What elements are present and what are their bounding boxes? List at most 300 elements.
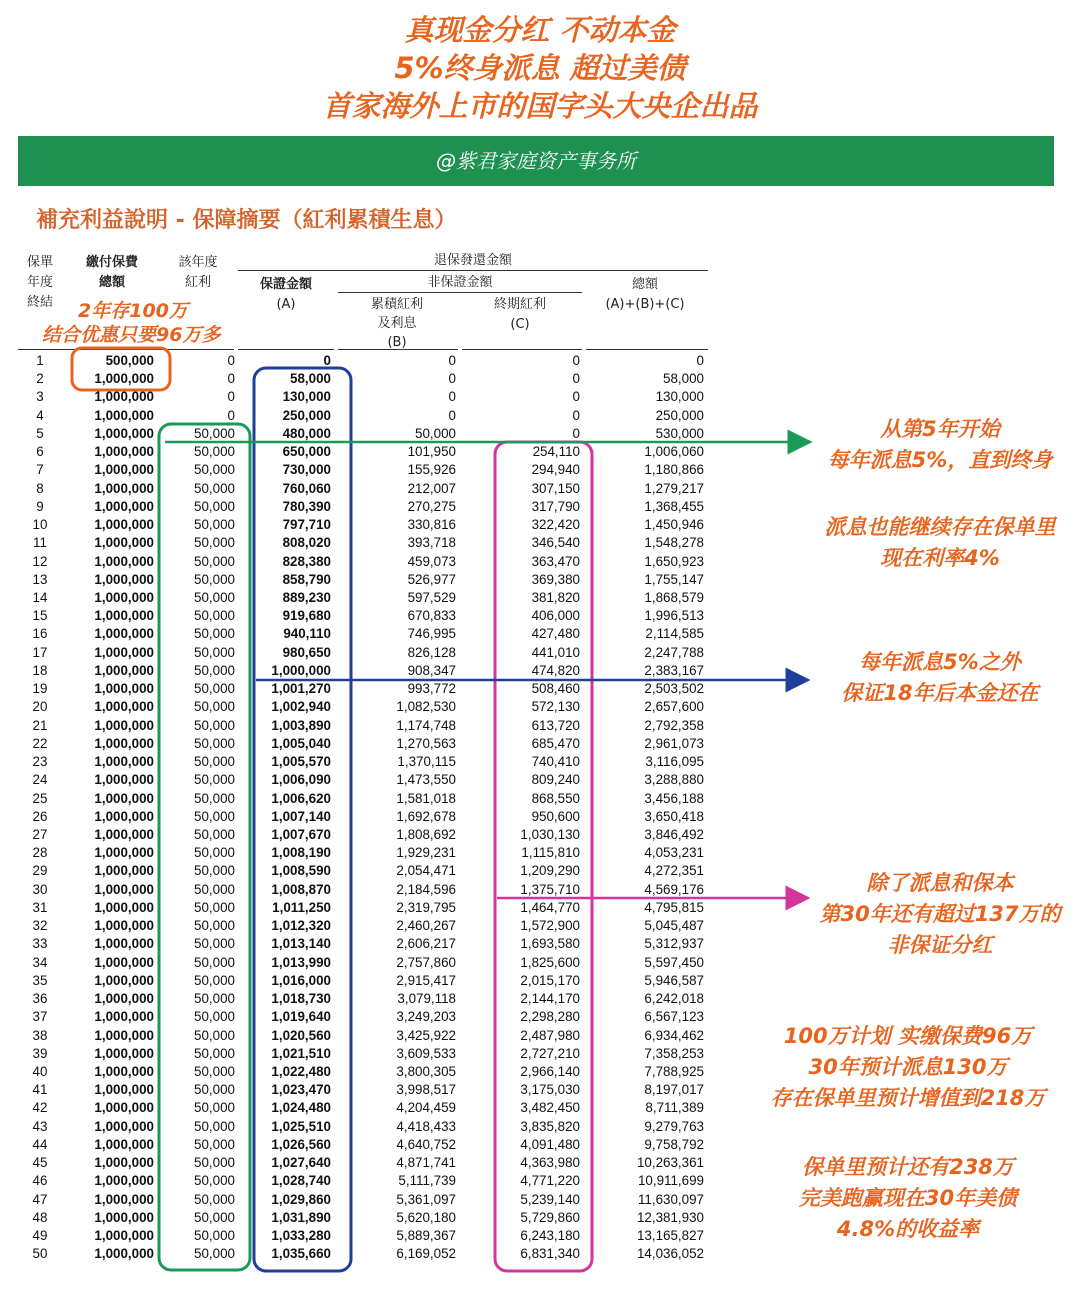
cell-accumulated-dividend: 5,620,180 <box>396 1209 456 1225</box>
cell-annual-dividend: 50,000 <box>194 1173 235 1189</box>
cell-accumulated-dividend: 5,111,739 <box>398 1173 456 1189</box>
cell-total: 1,868,579 <box>644 589 704 605</box>
cell-guaranteed: 1,008,190 <box>271 845 331 861</box>
cell-guaranteed: 0 <box>323 353 331 368</box>
cell-total: 4,795,815 <box>644 899 704 915</box>
cell-annual-dividend: 50,000 <box>194 1045 235 1061</box>
cell-year: 43 <box>32 1118 48 1134</box>
cell-total: 3,456,188 <box>644 790 704 806</box>
cell-year: 38 <box>32 1027 48 1043</box>
cell-annual-dividend: 50,000 <box>194 498 235 514</box>
cell-year: 41 <box>32 1082 48 1098</box>
annotation-line: 除了派息和保本 <box>866 871 1014 895</box>
cell-annual-dividend: 50,000 <box>194 444 235 460</box>
cell-terminal-bonus: 1,693,580 <box>520 936 580 952</box>
cell-annual-dividend: 50,000 <box>194 535 235 551</box>
cell-annual-dividend: 50,000 <box>194 1228 235 1244</box>
cell-guaranteed: 1,031,890 <box>271 1209 331 1225</box>
cell-total: 2,961,073 <box>644 735 704 751</box>
cell-total: 6,934,462 <box>644 1027 704 1043</box>
cell-terminal-bonus: 3,175,030 <box>520 1082 580 1098</box>
cell-annual-dividend: 50,000 <box>194 772 235 788</box>
cell-guaranteed: 1,007,670 <box>271 826 331 842</box>
annotation-guarantee <box>790 647 1080 709</box>
cell-guaranteed: 250,000 <box>282 407 331 423</box>
header-premium-2: 總額 <box>98 275 125 290</box>
cell-annual-dividend: 50,000 <box>194 1009 235 1025</box>
cell-total: 10,911,699 <box>637 1173 704 1189</box>
annotation-yield <box>758 1152 1058 1245</box>
cell-guaranteed: 1,028,740 <box>271 1173 331 1189</box>
cell-total: 2,383,167 <box>644 662 704 678</box>
header-total-2: (A)+(B)+(C) <box>605 297 685 312</box>
cell-year: 18 <box>32 662 48 678</box>
cell-guaranteed: 1,008,870 <box>271 881 331 897</box>
cell-premium: 1,000,000 <box>94 1191 154 1207</box>
cell-year: 25 <box>32 790 48 806</box>
cell-guaranteed: 1,012,320 <box>271 918 331 934</box>
cell-total: 3,288,880 <box>644 772 704 788</box>
cell-terminal-bonus: 5,729,860 <box>520 1209 580 1225</box>
cell-guaranteed: 1,003,890 <box>271 717 331 733</box>
annotation-terminal-bonus <box>790 868 1080 961</box>
annotation-line: 第30年还有超过137万的 <box>819 902 1061 926</box>
cell-premium: 1,000,000 <box>94 1136 154 1152</box>
cell-total: 2,792,358 <box>644 717 704 733</box>
cell-total: 1,650,923 <box>644 553 704 569</box>
cell-total: 12,381,930 <box>636 1209 704 1225</box>
cell-annual-dividend: 50,000 <box>194 553 235 569</box>
cell-terminal-bonus: 363,470 <box>531 553 580 569</box>
cell-terminal-bonus: 613,720 <box>531 717 580 733</box>
cell-guaranteed: 858,790 <box>282 571 331 587</box>
cell-premium: 1,000,000 <box>94 681 154 697</box>
cell-accumulated-dividend: 3,998,517 <box>396 1082 456 1098</box>
cell-accumulated-dividend: 1,692,678 <box>396 808 456 824</box>
section-title: 補充利益說明 - 保障摘要（紅利累積生息） <box>36 208 457 233</box>
cell-terminal-bonus: 0 <box>572 389 580 405</box>
header-accum-1: 累積紅利 <box>370 297 423 312</box>
cell-guaranteed: 1,023,470 <box>271 1082 331 1098</box>
cell-guaranteed: 980,650 <box>282 644 331 660</box>
cell-year: 33 <box>32 936 48 952</box>
cell-accumulated-dividend: 4,418,433 <box>396 1118 456 1134</box>
cell-annual-dividend: 50,000 <box>194 1246 235 1262</box>
cell-total: 13,165,827 <box>636 1228 704 1244</box>
cell-guaranteed: 1,035,660 <box>271 1246 331 1262</box>
cell-accumulated-dividend: 4,640,752 <box>396 1136 456 1152</box>
cell-year: 3 <box>36 389 44 405</box>
cell-premium: 1,000,000 <box>94 371 154 387</box>
cell-terminal-bonus: 868,550 <box>531 790 580 806</box>
cell-premium: 500,000 <box>105 353 154 368</box>
cell-year: 10 <box>32 517 48 533</box>
cell-guaranteed: 760,060 <box>282 480 331 496</box>
cell-guaranteed: 1,013,990 <box>271 954 331 970</box>
cell-total: 1,279,217 <box>644 480 704 496</box>
premium-first-payment-box <box>72 348 170 390</box>
cell-total: 7,358,253 <box>644 1045 704 1061</box>
cell-accumulated-dividend: 5,889,367 <box>396 1228 456 1244</box>
cell-total: 4,053,231 <box>644 845 704 861</box>
cell-premium: 1,000,000 <box>94 954 154 970</box>
cell-guaranteed: 828,380 <box>282 553 331 569</box>
cell-premium: 1,000,000 <box>94 553 154 569</box>
cell-annual-dividend: 50,000 <box>194 662 235 678</box>
cell-year: 11 <box>33 535 47 551</box>
cell-annual-dividend: 50,000 <box>194 1209 235 1225</box>
cell-accumulated-dividend: 670,833 <box>407 608 456 624</box>
cell-premium: 1,000,000 <box>94 1209 154 1225</box>
cell-accumulated-dividend: 1,473,550 <box>396 772 456 788</box>
cell-total: 1,450,946 <box>644 517 704 533</box>
cell-terminal-bonus: 685,470 <box>531 735 580 751</box>
cell-total: 3,650,418 <box>644 808 704 824</box>
cell-total: 3,846,492 <box>644 826 704 842</box>
cell-premium: 1,000,000 <box>94 1063 154 1079</box>
cell-terminal-bonus: 2,298,280 <box>520 1009 580 1025</box>
cell-guaranteed: 1,020,560 <box>271 1027 331 1043</box>
cell-total: 9,279,763 <box>644 1118 704 1134</box>
cell-guaranteed: 1,001,270 <box>271 681 331 697</box>
cell-premium: 1,000,000 <box>94 1246 154 1262</box>
cell-year: 30 <box>32 881 48 897</box>
header-annual-dividend-1: 該年度 <box>178 255 218 270</box>
cell-accumulated-dividend: 2,606,217 <box>396 936 456 952</box>
cell-guaranteed: 1,006,090 <box>271 772 331 788</box>
cell-year: 24 <box>32 772 48 788</box>
cell-year: 20 <box>32 699 48 715</box>
cell-terminal-bonus: 508,460 <box>531 681 580 697</box>
cell-annual-dividend: 50,000 <box>194 608 235 624</box>
cell-annual-dividend: 50,000 <box>194 790 235 806</box>
cell-year: 42 <box>32 1100 48 1116</box>
cell-year: 44 <box>32 1136 48 1152</box>
header-annual-dividend-2: 紅利 <box>184 275 211 290</box>
cell-terminal-bonus: 1,030,130 <box>520 826 580 842</box>
cell-total: 2,657,600 <box>644 699 704 715</box>
cell-year: 21 <box>32 717 48 733</box>
cell-year: 6 <box>36 444 44 460</box>
cell-year: 31 <box>32 899 48 915</box>
cell-guaranteed: 58,000 <box>290 371 331 387</box>
cell-accumulated-dividend: 908,347 <box>407 662 456 678</box>
header-terminal-1: 終期紅利 <box>493 297 546 312</box>
cell-premium: 1,000,000 <box>94 535 154 551</box>
cell-accumulated-dividend: 2,054,471 <box>396 863 456 879</box>
cell-terminal-bonus: 2,144,170 <box>520 991 580 1007</box>
cell-premium: 1,000,000 <box>94 571 154 587</box>
cell-accumulated-dividend: 1,808,692 <box>396 826 456 842</box>
cell-annual-dividend: 50,000 <box>194 1027 235 1043</box>
cell-guaranteed: 480,000 <box>282 425 331 441</box>
cell-annual-dividend: 50,000 <box>194 517 235 533</box>
cell-terminal-bonus: 3,482,450 <box>520 1100 580 1116</box>
cell-total: 3,116,095 <box>645 754 704 770</box>
cell-guaranteed: 780,390 <box>282 498 331 514</box>
cell-accumulated-dividend: 826,128 <box>407 644 456 660</box>
cell-annual-dividend: 50,000 <box>194 1082 235 1098</box>
cell-accumulated-dividend: 2,915,417 <box>396 972 456 988</box>
cell-terminal-bonus: 1,572,900 <box>520 918 580 934</box>
cell-accumulated-dividend: 597,529 <box>407 589 456 605</box>
cell-terminal-bonus: 950,600 <box>531 808 580 824</box>
cell-annual-dividend: 0 <box>227 371 235 387</box>
cell-terminal-bonus: 2,966,140 <box>520 1063 580 1079</box>
cell-premium: 1,000,000 <box>94 626 154 642</box>
cell-annual-dividend: 50,000 <box>194 462 235 478</box>
cell-guaranteed: 889,230 <box>282 589 331 605</box>
cell-year: 17 <box>32 644 48 660</box>
cell-terminal-bonus: 1,825,600 <box>520 954 580 970</box>
cell-terminal-bonus: 4,363,980 <box>520 1155 580 1171</box>
cell-accumulated-dividend: 212,007 <box>407 480 456 496</box>
cell-accumulated-dividend: 2,757,860 <box>396 954 456 970</box>
cell-total: 250,000 <box>655 407 704 423</box>
cell-year: 28 <box>32 845 48 861</box>
cell-terminal-bonus: 1,375,710 <box>520 881 580 897</box>
cell-year: 4 <box>36 407 44 423</box>
cell-annual-dividend: 50,000 <box>194 425 235 441</box>
annotation-line: 每年派息5%之外 <box>859 650 1021 674</box>
cell-guaranteed: 919,680 <box>282 608 331 624</box>
cell-year: 9 <box>36 498 44 514</box>
cell-guaranteed: 1,033,280 <box>271 1228 331 1244</box>
cell-premium: 1,000,000 <box>94 1045 154 1061</box>
cell-total: 5,312,937 <box>644 936 704 952</box>
cell-guaranteed: 1,024,480 <box>271 1100 331 1116</box>
annotation-line: 派息也能继续存在保单里 <box>824 515 1056 539</box>
cell-premium: 1,000,000 <box>94 1118 154 1134</box>
cell-total: 5,045,487 <box>644 918 704 934</box>
cell-total: 9,758,792 <box>644 1136 704 1152</box>
cell-premium: 1,000,000 <box>94 498 154 514</box>
annotation-plan-summary <box>758 1021 1058 1114</box>
cell-accumulated-dividend: 4,204,459 <box>396 1100 456 1116</box>
cell-total: 1,180,866 <box>644 462 704 478</box>
cell-year: 46 <box>32 1173 48 1189</box>
cell-accumulated-dividend: 1,174,748 <box>396 717 456 733</box>
cell-annual-dividend: 50,000 <box>194 699 235 715</box>
cell-annual-dividend: 50,000 <box>194 936 235 952</box>
cell-premium: 1,000,000 <box>94 899 154 915</box>
cell-guaranteed: 1,013,140 <box>271 936 331 952</box>
cell-accumulated-dividend: 2,319,795 <box>396 899 456 915</box>
cell-year: 35 <box>32 972 48 988</box>
cell-accumulated-dividend: 1,581,018 <box>396 790 456 806</box>
cell-accumulated-dividend: 2,460,267 <box>396 918 456 934</box>
cell-total: 2,247,788 <box>644 644 704 660</box>
cell-guaranteed: 1,007,140 <box>271 808 331 824</box>
cell-year: 12 <box>32 553 48 569</box>
cell-total: 530,000 <box>655 425 704 441</box>
cell-terminal-bonus: 2,015,170 <box>520 972 580 988</box>
cell-accumulated-dividend: 1,929,231 <box>396 845 456 861</box>
cell-year: 27 <box>32 826 48 842</box>
cell-terminal-bonus: 740,410 <box>531 754 580 770</box>
cell-accumulated-dividend: 3,249,203 <box>396 1009 456 1025</box>
cell-total: 1,006,060 <box>644 444 704 460</box>
cell-year: 48 <box>32 1209 48 1225</box>
cell-annual-dividend: 50,000 <box>194 826 235 842</box>
annotation-line: 4.8%的收益率 <box>836 1217 980 1241</box>
cell-accumulated-dividend: 3,079,118 <box>397 991 456 1007</box>
cell-accumulated-dividend: 393,718 <box>407 535 456 551</box>
cell-guaranteed: 730,000 <box>282 462 331 478</box>
cell-premium: 1,000,000 <box>94 826 154 842</box>
cell-terminal-bonus: 1,209,290 <box>520 863 580 879</box>
cell-accumulated-dividend: 3,609,533 <box>396 1045 456 1061</box>
cell-guaranteed: 1,027,640 <box>271 1155 331 1171</box>
cell-total: 0 <box>696 353 704 368</box>
cell-terminal-bonus: 0 <box>572 371 580 387</box>
cell-annual-dividend: 50,000 <box>194 863 235 879</box>
cell-annual-dividend: 50,000 <box>194 954 235 970</box>
cell-guaranteed: 1,026,560 <box>271 1136 331 1152</box>
cell-year: 22 <box>32 735 48 751</box>
cell-total: 1,996,513 <box>644 608 704 624</box>
cell-guaranteed: 1,022,480 <box>271 1063 331 1079</box>
cell-guaranteed: 797,710 <box>282 517 331 533</box>
cell-total: 4,272,351 <box>644 863 704 879</box>
cell-guaranteed: 1,029,860 <box>271 1191 331 1207</box>
cell-annual-dividend: 50,000 <box>194 845 235 861</box>
cell-premium: 1,000,000 <box>94 407 154 423</box>
cell-annual-dividend: 50,000 <box>194 918 235 934</box>
header-surrender-group: 退保發還金額 <box>433 253 512 268</box>
cell-year: 29 <box>32 863 48 879</box>
cell-terminal-bonus: 322,420 <box>531 517 580 533</box>
cell-total: 1,755,147 <box>644 571 704 587</box>
cell-total: 2,114,585 <box>645 626 704 642</box>
cell-guaranteed: 650,000 <box>282 444 331 460</box>
annotation-line: 保证18年后本金还在 <box>841 681 1039 705</box>
cell-accumulated-dividend: 1,082,530 <box>396 699 456 715</box>
cell-guaranteed: 1,018,730 <box>271 991 331 1007</box>
cell-terminal-bonus: 427,480 <box>531 626 580 642</box>
header-guaranteed-1: 保證金額 <box>259 277 312 292</box>
cell-terminal-bonus: 6,243,180 <box>520 1228 580 1244</box>
cell-terminal-bonus: 2,727,210 <box>520 1045 580 1061</box>
cell-premium: 1,000,000 <box>94 717 154 733</box>
annotation-line: 100万计划 实缴保费96万 <box>783 1024 1033 1048</box>
cell-terminal-bonus: 572,130 <box>531 699 580 715</box>
cell-annual-dividend: 50,000 <box>194 881 235 897</box>
cell-premium: 1,000,000 <box>94 1009 154 1025</box>
cell-year: 8 <box>36 480 44 496</box>
cell-year: 36 <box>32 991 48 1007</box>
cell-accumulated-dividend: 101,950 <box>407 444 456 460</box>
cell-terminal-bonus: 5,239,140 <box>520 1191 580 1207</box>
cell-terminal-bonus: 4,771,220 <box>520 1173 580 1189</box>
cell-annual-dividend: 50,000 <box>194 589 235 605</box>
cell-annual-dividend: 0 <box>227 407 235 423</box>
cell-annual-dividend: 50,000 <box>194 808 235 824</box>
cell-guaranteed: 1,005,040 <box>271 735 331 751</box>
cell-year: 7 <box>36 462 44 478</box>
cell-total: 130,000 <box>655 389 704 405</box>
cell-premium: 1,000,000 <box>94 444 154 460</box>
cell-premium: 1,000,000 <box>94 1228 154 1244</box>
cell-total: 1,368,455 <box>644 498 704 514</box>
cell-guaranteed: 1,011,250 <box>272 899 331 915</box>
header-accum-2: 及利息 <box>377 316 417 331</box>
cell-annual-dividend: 50,000 <box>194 1191 235 1207</box>
cell-accumulated-dividend: 270,275 <box>407 498 456 514</box>
annotation-line: 非保证分红 <box>887 933 993 957</box>
cell-guaranteed: 1,002,940 <box>271 699 331 715</box>
cell-premium: 1,000,000 <box>94 589 154 605</box>
cell-premium: 1,000,000 <box>94 608 154 624</box>
cell-terminal-bonus: 254,110 <box>532 444 580 460</box>
headline-line-3: 首家海外上市的国字头大央企出品 <box>322 89 758 123</box>
cell-year: 19 <box>32 681 48 697</box>
cell-accumulated-dividend: 2,184,596 <box>396 881 456 897</box>
header-premium-1: 繳付保費 <box>85 255 138 270</box>
cell-annual-dividend: 50,000 <box>194 480 235 496</box>
cell-annual-dividend: 50,000 <box>194 1118 235 1134</box>
cell-annual-dividend: 50,000 <box>194 681 235 697</box>
cell-year: 13 <box>32 571 48 587</box>
cell-premium: 1,000,000 <box>94 863 154 879</box>
cell-year: 39 <box>32 1045 48 1061</box>
cell-accumulated-dividend: 459,073 <box>407 553 456 569</box>
cell-year: 5 <box>36 425 44 441</box>
cell-total: 4,569,176 <box>644 881 704 897</box>
cell-premium: 1,000,000 <box>94 972 154 988</box>
header-nonguaranteed-group: 非保證金額 <box>427 275 493 290</box>
cell-premium: 1,000,000 <box>94 772 154 788</box>
cell-annual-dividend: 50,000 <box>194 1136 235 1152</box>
header-total-1: 總額 <box>631 277 658 292</box>
cell-total: 8,711,389 <box>645 1100 704 1116</box>
cell-accumulated-dividend: 155,926 <box>407 462 456 478</box>
cell-accumulated-dividend: 5,361,097 <box>396 1191 456 1207</box>
cell-annual-dividend: 50,000 <box>194 735 235 751</box>
header-terminal-2: (C) <box>510 317 530 332</box>
cell-year: 14 <box>32 589 48 605</box>
cell-accumulated-dividend: 3,425,922 <box>396 1027 456 1043</box>
cell-terminal-bonus: 6,831,340 <box>520 1246 580 1262</box>
cell-total: 7,788,925 <box>644 1063 704 1079</box>
cell-total: 5,597,450 <box>644 954 704 970</box>
cell-terminal-bonus: 0 <box>572 353 580 368</box>
cell-premium: 1,000,000 <box>94 808 154 824</box>
cell-premium: 1,000,000 <box>94 991 154 1007</box>
cell-premium: 1,000,000 <box>94 389 154 405</box>
cell-year: 37 <box>32 1009 48 1025</box>
header-year-2: 年度 <box>26 275 53 290</box>
cell-premium: 1,000,000 <box>94 790 154 806</box>
cell-annual-dividend: 50,000 <box>194 717 235 733</box>
cell-year: 32 <box>32 918 48 934</box>
cell-accumulated-dividend: 0 <box>448 389 456 405</box>
cell-guaranteed: 1,005,570 <box>271 754 331 770</box>
banner-text: @紫君家庭资产事务所 <box>436 149 636 173</box>
headline-line-2: 5%终身派息 超过美债 <box>394 51 686 85</box>
cell-guaranteed: 1,008,590 <box>271 863 331 879</box>
cell-guaranteed: 1,021,510 <box>271 1045 331 1061</box>
cell-premium: 1,000,000 <box>94 1027 154 1043</box>
cell-premium: 1,000,000 <box>94 699 154 715</box>
premium-note-line-1: 2年存100万 <box>78 300 188 322</box>
cell-premium: 1,000,000 <box>94 881 154 897</box>
cell-guaranteed: 1,025,510 <box>271 1118 331 1134</box>
cell-guaranteed: 1,016,000 <box>271 972 331 988</box>
cell-annual-dividend: 50,000 <box>194 644 235 660</box>
cell-premium: 1,000,000 <box>94 936 154 952</box>
cell-premium: 1,000,000 <box>94 462 154 478</box>
